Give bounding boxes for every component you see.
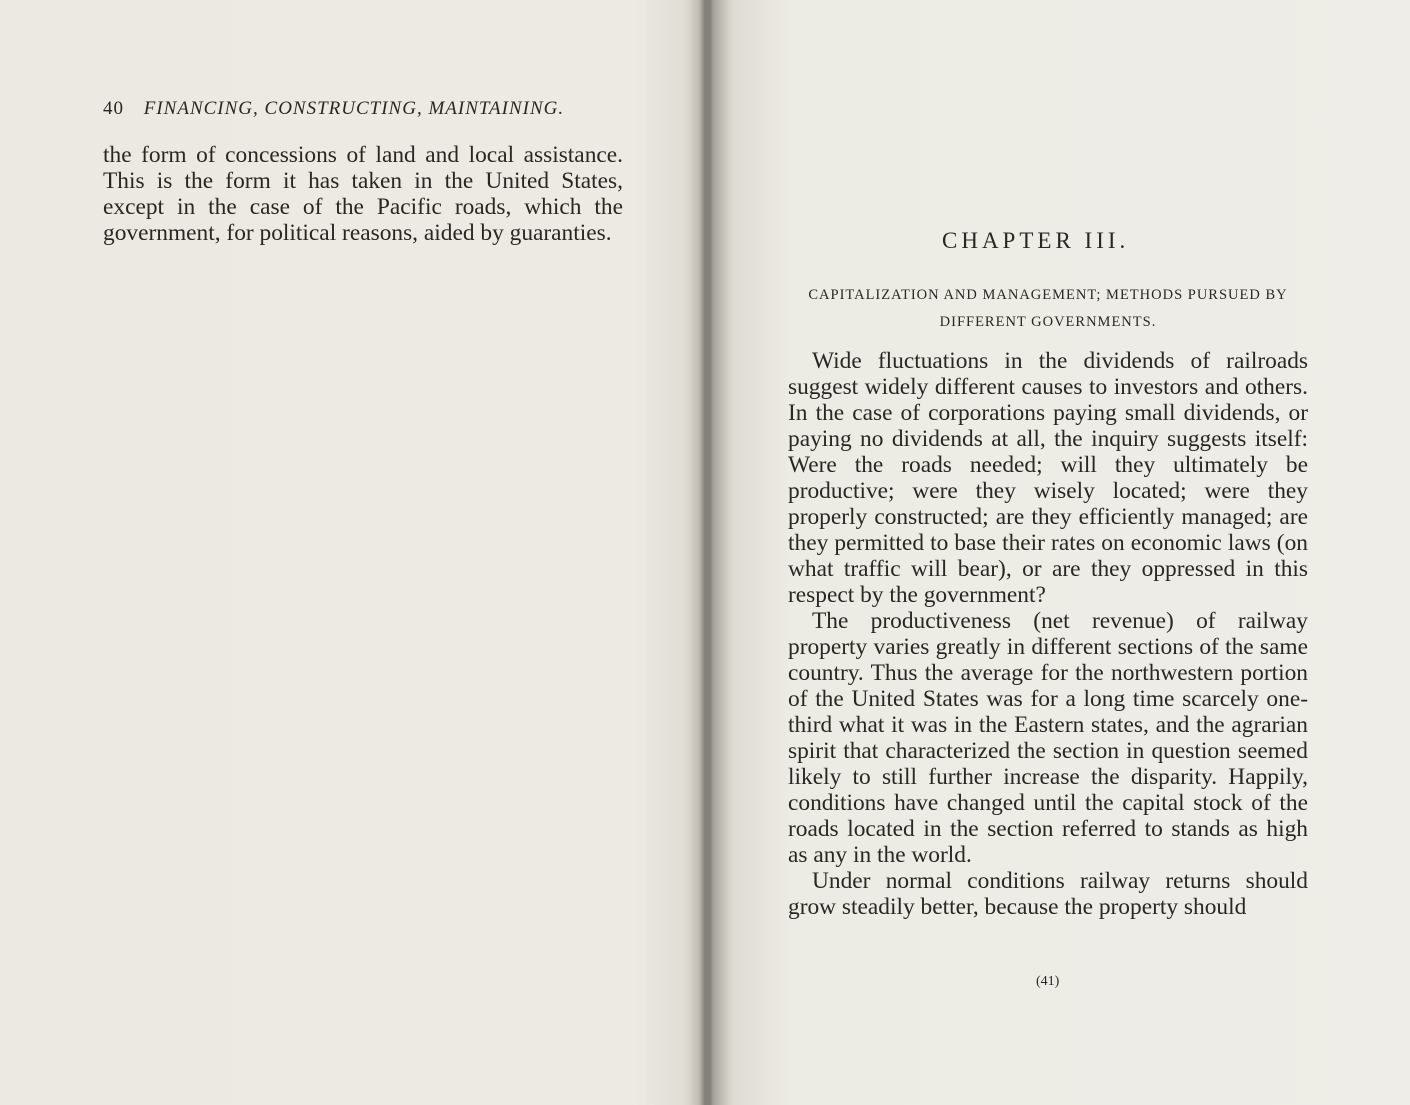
paragraph: the form of concessions of land and local assistance. This is the form it has taken in the United States, except in the case of the Pacific roads, which the government, for political reasons, aided by guaranties. bbox=[103, 142, 623, 246]
right-body-text bbox=[788, 348, 1308, 920]
page-number: 40 bbox=[103, 98, 124, 119]
right-page bbox=[710, 0, 1410, 1105]
paragraph: Wide fluctuations in the dividends of railroads suggest widely different causes to investors and others. In the case of corporations paying small dividends, or paying no dividends at all, the inquiry suggests itself: Were the roads needed; will they ultimately be productive; were they wisely located; were they properly constructed; are they efficiently managed; are they permitted to base their rates on economic laws (on what traffic will bear), or are they oppressed in this respect by the government? bbox=[788, 348, 1308, 608]
folio-page-number: (41) bbox=[1036, 974, 1060, 989]
running-title: FINANCING, CONSTRUCTING, MAINTAINING. bbox=[143, 98, 565, 119]
left-page bbox=[0, 0, 700, 1105]
chapter-subtitle: CAPITALIZATION AND MANAGEMENT; METHODS PURSUED BY DIFFERENT GOVERNMENTS. bbox=[808, 287, 1288, 330]
paragraph: Under normal conditions railway returns should grow steadily better, because the property should bbox=[788, 868, 1308, 920]
chapter-title: CHAPTER III. bbox=[942, 228, 1130, 253]
running-head bbox=[103, 98, 564, 120]
paragraph: The productiveness (net revenue) of railway property varies greatly in different sections of the same country. Thus the average for the northwestern portion of the United States was for a long time scarcely one-third what it was in the Eastern states, and the agrarian spirit that characterized the section in question seemed likely to still further increase the disparity. Happily, conditions have changed until the capital stock of the roads located in the section referred to stands as high as any in the world. bbox=[788, 608, 1308, 868]
left-body-text bbox=[103, 142, 623, 246]
